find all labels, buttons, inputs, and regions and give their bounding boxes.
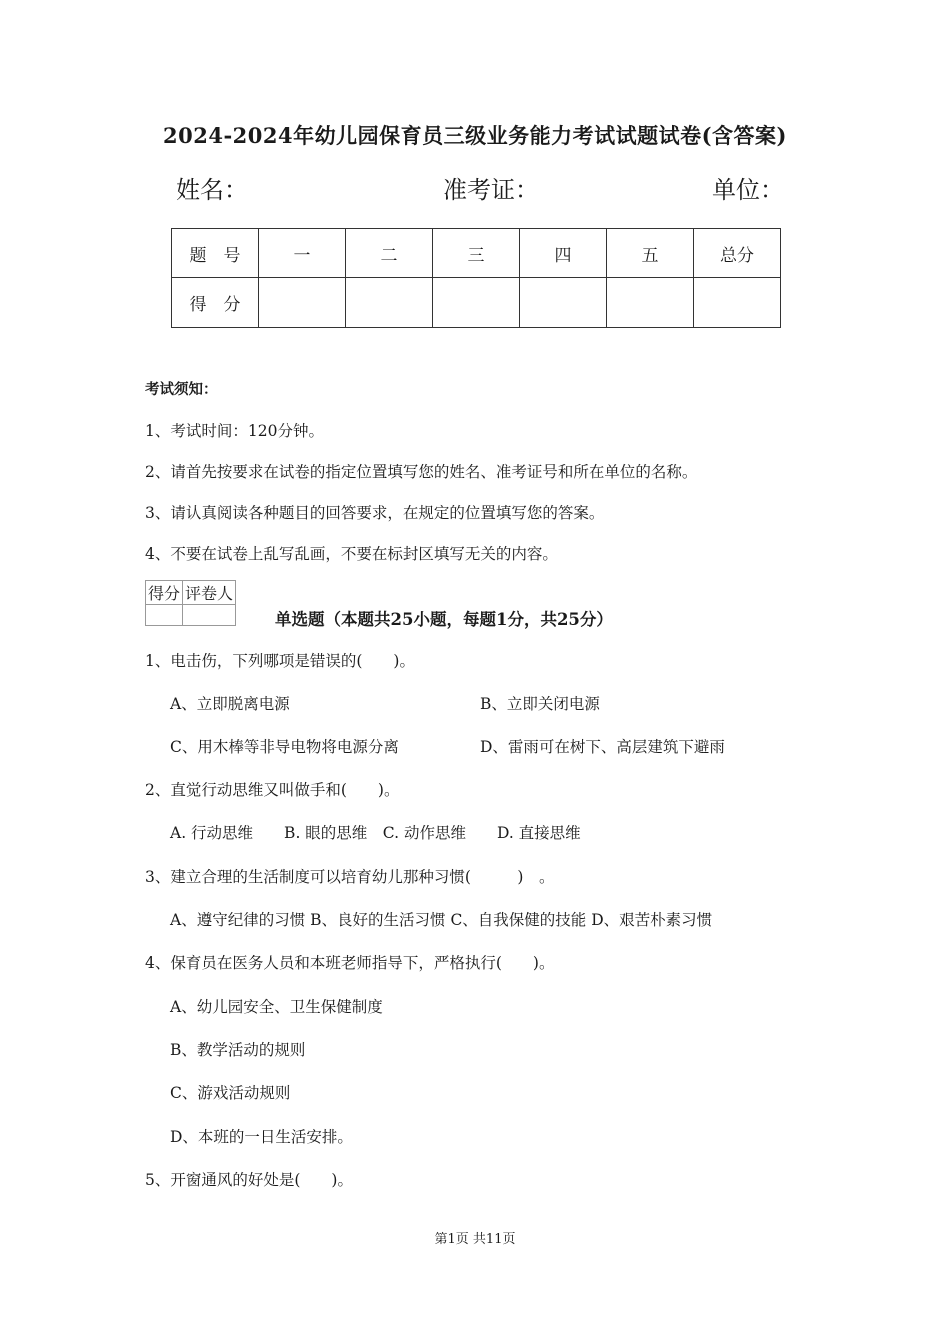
question-4: 4、保育员在医务人员和本班老师指导下，严格执行( )。 [145,954,555,972]
score-table-score-row [172,278,781,328]
question-2: 2、直觉行动思维又叫做手和( )。 [145,781,400,799]
section-title: 单选题（本题共25小题，每题1分，共25分） [275,610,613,629]
score-cell[interactable] [259,278,346,328]
unit-label: 单位： [712,176,784,204]
notice-item: 1、考试时间：120分钟。 [145,422,324,440]
option-1a: A、立即脱离电源 [170,695,290,713]
option-4d: D、本班的一日生活安排。 [170,1128,353,1146]
notice-item: 4、不要在试卷上乱写乱画，不要在标封区填写无关的内容。 [145,545,558,563]
page-footer: 第1页 共11页 [434,1232,516,1247]
notice-item: 3、请认真阅读各种题目的回答要求，在规定的位置填写您的答案。 [145,504,605,522]
score-cell[interactable] [694,278,781,328]
score-header-cell: 二 [346,229,433,278]
question-3: 3、建立合理的生活制度可以培育幼儿那种习惯( ) 。 [145,868,555,886]
score-cell[interactable] [520,278,607,328]
option-1b: B、立即关闭电源 [480,695,600,713]
score-header-cell: 题 号 [172,229,259,278]
exam-title: 2024-2024年幼儿园保育员三级业务能力考试试题试卷(含答案) [163,123,787,148]
question-1: 1、电击伤，下列哪项是错误的( )。 [145,652,415,670]
question-5: 5、开窗通风的好处是( )。 [145,1171,353,1189]
option-4b: B、教学活动的规则 [170,1041,306,1059]
score-cell[interactable] [346,278,433,328]
score-header-cell: 三 [433,229,520,278]
ticket-label: 准考证： [443,176,539,204]
score-header-cell: 五 [607,229,694,278]
grader-score-label: 得分 [146,581,183,605]
score-cell[interactable] [433,278,520,328]
score-table-header-row [172,229,781,278]
score-row-label: 得 分 [172,278,259,328]
grader-name-label: 评卷人 [183,581,236,605]
grader-name-cell[interactable] [183,605,236,626]
option-4a: A、幼儿园安全、卫生保健制度 [170,998,383,1016]
score-table [171,228,781,328]
score-header-cell: 四 [520,229,607,278]
score-header-cell: 一 [259,229,346,278]
grader-score-cell[interactable] [146,605,183,626]
option-1c: C、用木棒等非导电物将电源分离 [170,738,399,756]
score-cell[interactable] [607,278,694,328]
option-4c: C、游戏活动规则 [170,1084,291,1102]
notice-heading: 考试须知： [145,381,218,398]
name-label: 姓名： [176,176,248,204]
notice-item: 2、请首先按要求在试卷的指定位置填写您的姓名、准考证号和所在单位的名称。 [145,463,698,481]
options-3: A、遵守纪律的习惯 B、良好的生活习惯 C、自我保健的技能 D、艰苦朴素习惯 [170,911,713,929]
option-1d: D、雷雨可在树下、高层建筑下避雨 [480,738,725,756]
options-2: A. 行动思维 B. 眼的思维 C. 动作思维 D. 直接思维 [170,824,581,842]
score-header-cell: 总分 [694,229,781,278]
grader-table [145,580,236,626]
